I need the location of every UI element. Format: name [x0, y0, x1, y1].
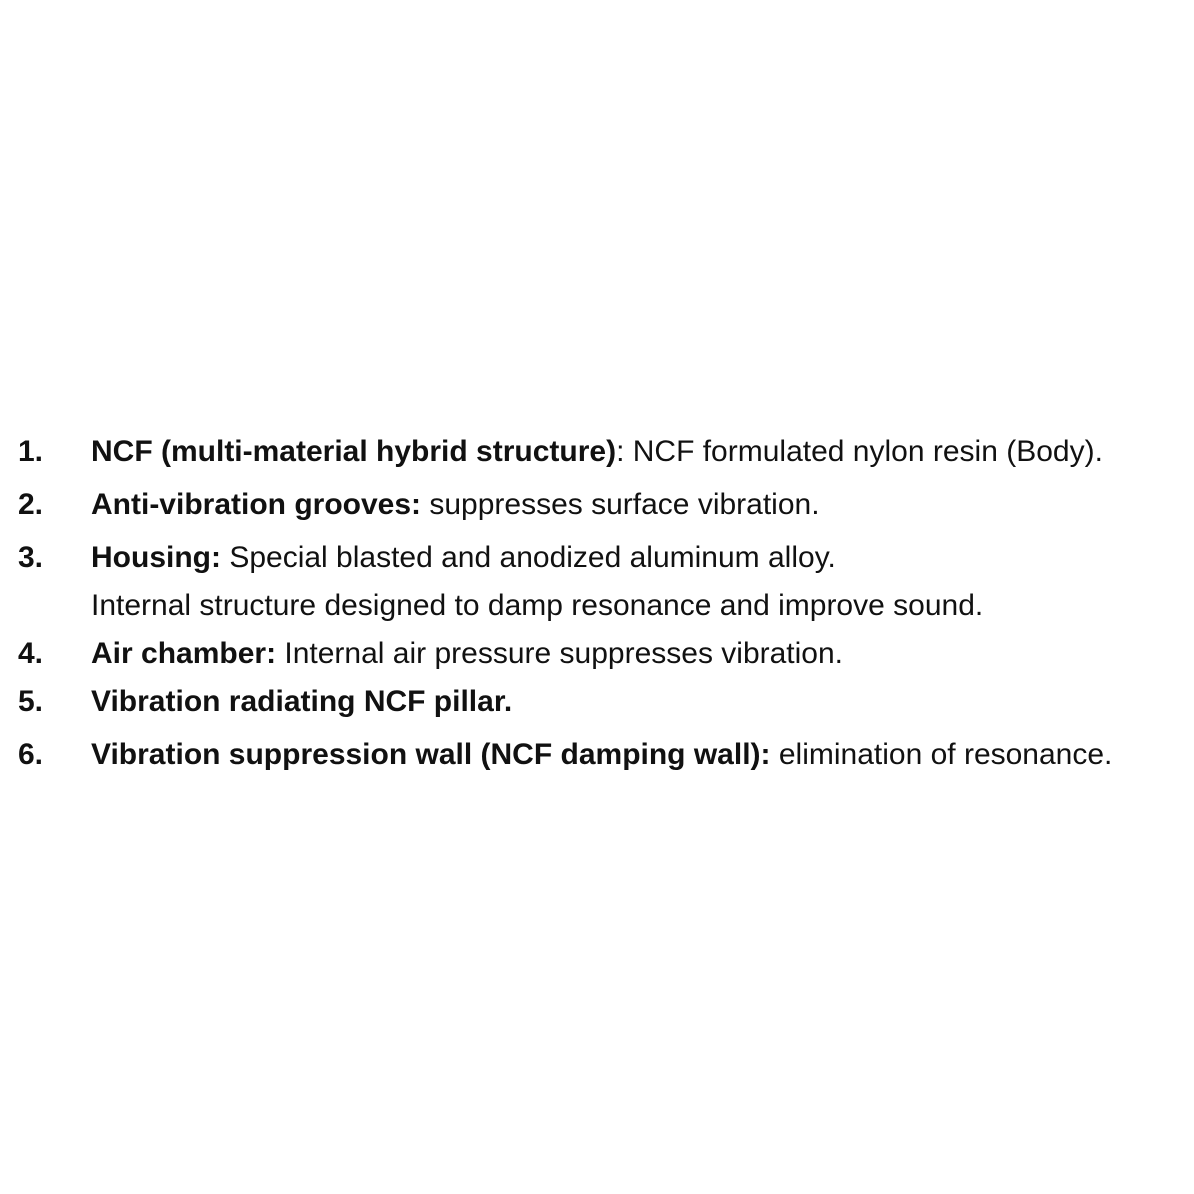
item-term: Air chamber:: [91, 637, 277, 670]
list-item: [0, 678, 1194, 726]
item-description: Internal air pressure suppresses vibration.: [276, 637, 844, 670]
item-number: 3.: [18, 541, 44, 574]
item-number: 1.: [18, 435, 44, 468]
list-item: [0, 534, 1194, 630]
item-number: 5.: [18, 685, 44, 718]
item-term: NCF (multi-material hybrid structure): [91, 435, 617, 468]
item-description: : NCF formulated nylon resin (Body).: [616, 435, 1103, 468]
list-item: [0, 481, 1194, 529]
list-item: [0, 731, 1194, 779]
item-term: Vibration suppression wall (NCF damping wall):: [91, 738, 771, 771]
item-description: suppresses surface vibration.: [421, 488, 820, 521]
item-number: 6.: [18, 738, 44, 771]
item-description: Special blasted and anodized aluminum alloy.: [220, 541, 836, 574]
item-number: 2.: [18, 488, 44, 521]
list-item: [0, 428, 1194, 476]
feature-list: [0, 428, 1194, 784]
item-description-line2: Internal structure designed to damp resonance and improve sound.: [91, 589, 984, 622]
item-description: elimination of resonance.: [770, 738, 1113, 771]
item-number: 4.: [18, 637, 44, 670]
item-term: Vibration radiating NCF pillar.: [91, 685, 513, 718]
item-term: Anti-vibration grooves:: [91, 488, 422, 521]
item-term: Housing:: [91, 541, 221, 574]
list-item: [0, 630, 1194, 678]
